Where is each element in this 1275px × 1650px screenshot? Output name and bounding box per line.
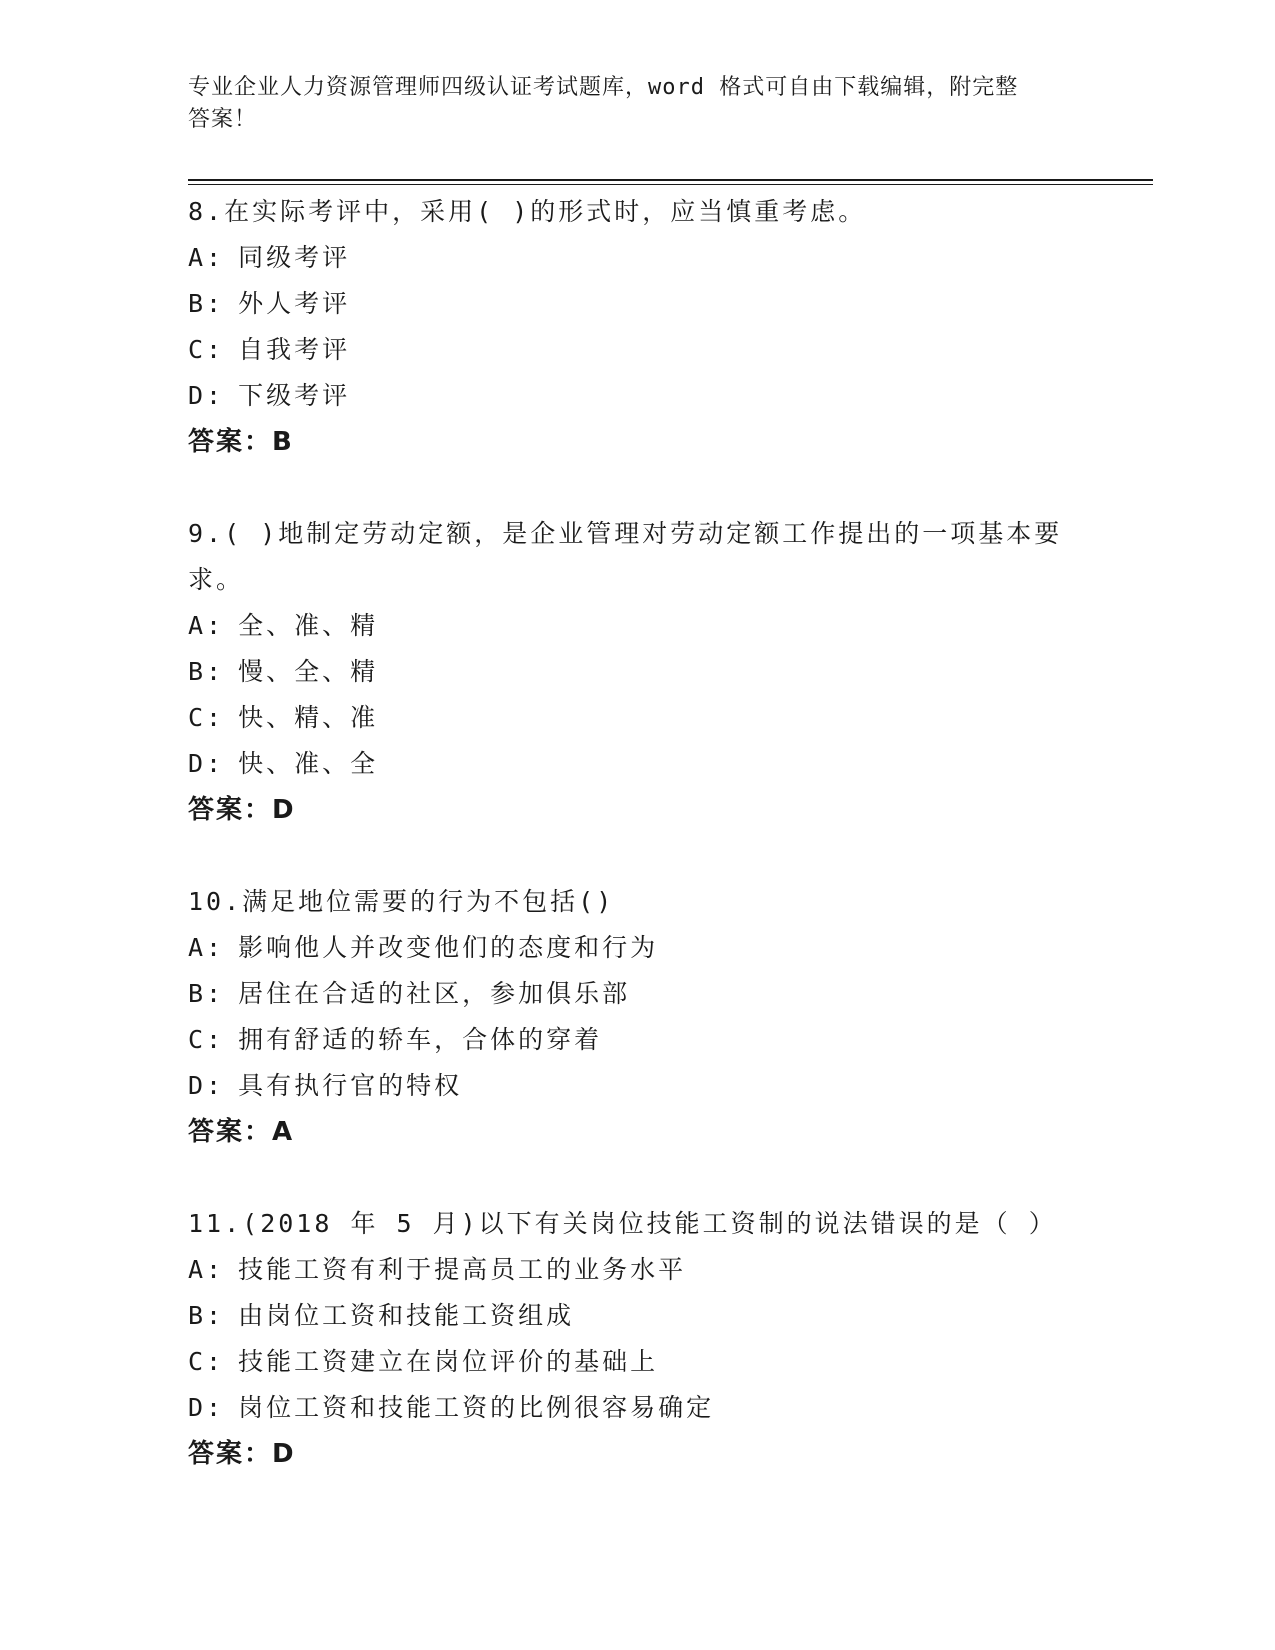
question-stem: 10.满足地位需要的行为不包括() <box>188 887 615 916</box>
option-d <box>188 373 1108 419</box>
option-c <box>188 327 1108 373</box>
option-a <box>188 603 1108 649</box>
option-text: 居住在合适的社区，参加俱乐部 <box>238 979 631 1008</box>
option-d <box>188 1063 1108 1109</box>
option-c <box>188 1017 1108 1063</box>
question-list <box>188 189 1108 1523</box>
option-label: B: <box>188 289 225 318</box>
option-label: D: <box>188 749 225 778</box>
option-text: 快、准、全 <box>238 749 379 778</box>
option-text: 技能工资有利于提高员工的业务水平 <box>238 1255 687 1284</box>
option-text: 由岗位工资和技能工资组成 <box>238 1301 575 1330</box>
question-9 <box>188 511 1108 833</box>
option-label: B: <box>188 657 225 686</box>
option-text: 下级考评 <box>238 381 351 410</box>
option-b <box>188 649 1108 695</box>
option-c <box>188 1339 1108 1385</box>
option-d <box>188 1385 1108 1431</box>
question-stem: 8.在实际考评中，采用( )的形式时，应当慎重考虑。 <box>188 197 867 226</box>
header-divider-thick <box>188 179 1153 181</box>
option-label: C: <box>188 1347 225 1376</box>
option-b <box>188 1293 1108 1339</box>
option-label: A: <box>188 1255 225 1284</box>
question-11 <box>188 1201 1108 1477</box>
option-label: B: <box>188 1301 225 1330</box>
header-line-1: 专业企业人力资源管理师四级认证考试题库，word 格式可自由下载编辑，附完整 <box>188 75 1019 100</box>
answer-line: 答案：B <box>188 427 294 457</box>
question-10 <box>188 879 1108 1155</box>
option-a <box>188 1247 1108 1293</box>
option-text: 技能工资建立在岗位评价的基础上 <box>238 1347 659 1376</box>
header-line-2: 答案！ <box>188 107 258 132</box>
option-label: C: <box>188 1025 225 1054</box>
option-text: 慢、全、精 <box>238 657 379 686</box>
option-label: A: <box>188 243 225 272</box>
option-text: 拥有舒适的轿车，合体的穿着 <box>238 1025 603 1054</box>
option-text: 全、准、精 <box>238 611 379 640</box>
option-a <box>188 925 1108 971</box>
answer-line: 答案：A <box>188 1117 295 1147</box>
option-d <box>188 741 1108 787</box>
document-header <box>188 72 1088 136</box>
option-label: A: <box>188 611 225 640</box>
option-text: 具有执行官的特权 <box>238 1071 463 1100</box>
option-label: C: <box>188 703 225 732</box>
option-label: C: <box>188 335 225 364</box>
answer-line: 答案：D <box>188 795 296 825</box>
option-b <box>188 971 1108 1017</box>
question-stem: 9.( )地制定劳动定额，是企业管理对劳动定额工作提出的一项基本要求。 <box>188 519 1063 594</box>
option-b <box>188 281 1108 327</box>
option-text: 影响他人并改变他们的态度和行为 <box>238 933 659 962</box>
answer-line: 答案：D <box>188 1439 296 1469</box>
option-label: B: <box>188 979 225 1008</box>
option-label: D: <box>188 1393 225 1422</box>
header-divider-thin <box>188 184 1153 185</box>
option-label: D: <box>188 381 225 410</box>
option-text: 外人考评 <box>238 289 351 318</box>
option-c <box>188 695 1108 741</box>
option-text: 快、精、准 <box>238 703 379 732</box>
option-text: 自我考评 <box>238 335 351 364</box>
option-text: 同级考评 <box>238 243 351 272</box>
question-stem: 11.(2018 年 5 月)以下有关岗位技能工资制的说法错误的是（ ） <box>188 1209 1057 1238</box>
option-text: 岗位工资和技能工资的比例很容易确定 <box>238 1393 715 1422</box>
option-a <box>188 235 1108 281</box>
option-label: D: <box>188 1071 225 1100</box>
question-8 <box>188 189 1108 465</box>
option-label: A: <box>188 933 225 962</box>
